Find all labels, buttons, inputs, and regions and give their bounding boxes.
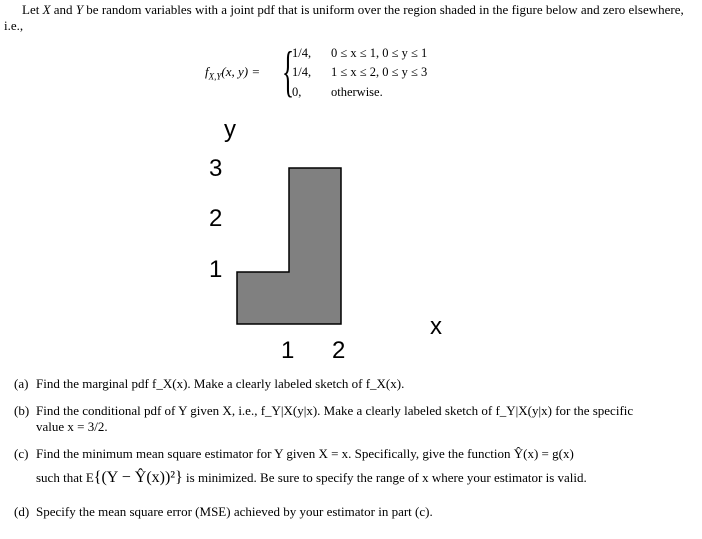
question-number: (b)	[14, 403, 30, 418]
question-text-line: Find the minimum mean square estimator for Y given X = x. Specifically, give the function Ŷ(x) = g(x)	[36, 446, 574, 461]
region-figure-svg	[200, 112, 460, 367]
intro-text: and	[50, 2, 76, 17]
x-tick-label: 2	[332, 337, 346, 364]
cases-brace: {	[282, 41, 295, 103]
question-c	[14, 446, 664, 486]
x-tick-label: 1	[281, 337, 295, 364]
question-text-line	[36, 470, 664, 486]
y-tick-label: 1	[209, 256, 223, 283]
variable-x: X	[42, 2, 51, 17]
pdf-case-value: 0,	[292, 85, 302, 99]
shaded-region	[237, 168, 341, 324]
y-tick-label: 3	[209, 155, 223, 182]
pdf-arguments: (x, y) =	[221, 64, 261, 79]
x-axis-label: x	[430, 313, 442, 340]
pdf-lhs	[205, 64, 260, 82]
question-number: (c)	[14, 446, 29, 461]
pdf-case-value: 1/4,	[292, 46, 312, 60]
question-text: Find the conditional pdf of Y given X, i.e., f_Y|X(y|x). Make a clearly labeled sketch of f_Y|X(y|x) for the specific value x = 3/2.	[36, 403, 634, 434]
question-text-suffix: is minimized. Be sure to specify the range of x where your estimator is valid.	[182, 470, 587, 485]
expectation-expression: {(Y − Ŷ(x))²}	[93, 469, 183, 486]
pdf-case-condition: 1 ≤ x ≤ 2, 0 ≤ y ≤ 3	[331, 65, 428, 79]
intro-text: be random variables with a joint pdf that is uniform over the region shaded in the figure below and zero elsewhere, i.e.,	[4, 2, 684, 33]
region-figure	[200, 112, 460, 372]
y-tick-label: 2	[209, 205, 223, 232]
pdf-case-value: 1/4,	[292, 65, 312, 79]
problem-intro	[4, 2, 684, 34]
pdf-case-condition: 0 ≤ x ≤ 1, 0 ≤ y ≤ 1	[331, 46, 428, 60]
question-text: Find the marginal pdf f_X(x). Make a clearly labeled sketch of f_X(x).	[36, 376, 405, 391]
expectation-prefix: such that E	[36, 470, 94, 485]
question-number: (a)	[14, 376, 29, 391]
pdf-symbol: f	[205, 64, 209, 79]
question-b	[14, 403, 664, 435]
question-number: (d)	[14, 504, 30, 519]
question-text	[36, 446, 664, 486]
y-axis-label: y	[224, 116, 236, 143]
pdf-case-condition: otherwise.	[331, 85, 383, 99]
pdf-subscript: X,Y	[208, 71, 222, 82]
question-text: Specify the mean square error (MSE) achieved by your estimator in part (c).	[36, 504, 433, 519]
question-d	[14, 504, 664, 520]
question-a	[14, 376, 664, 392]
variable-y: Y	[75, 2, 84, 17]
intro-text: Let	[22, 2, 43, 17]
